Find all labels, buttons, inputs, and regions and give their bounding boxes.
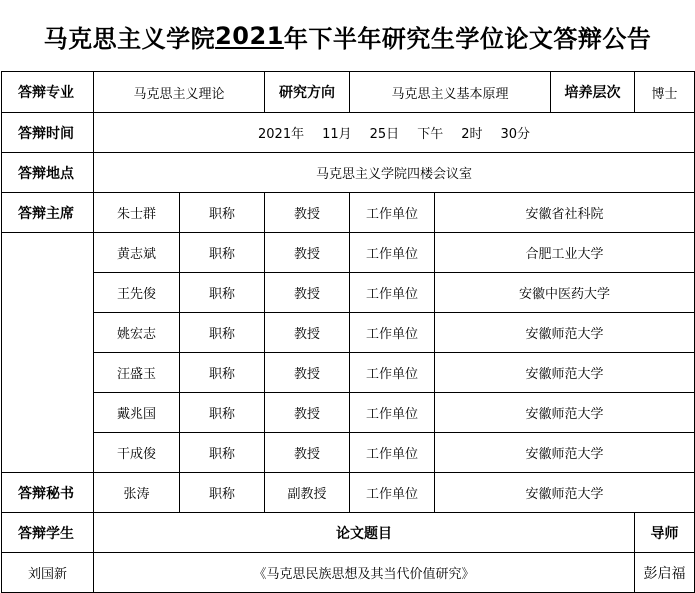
- title-prefix: 马克思主义学院: [43, 24, 216, 53]
- member-name: 戴兆国: [94, 393, 180, 433]
- member-rank: 教授: [265, 233, 350, 273]
- committee-row: [2, 393, 695, 433]
- member-unit: 合肥工业大学: [435, 233, 695, 273]
- member-unit-label: 工作单位: [350, 313, 435, 353]
- member-title-label: 职称: [180, 313, 265, 353]
- member-rank: 教授: [265, 273, 350, 313]
- secretary-rank: 副教授: [265, 473, 350, 513]
- member-unit-label: 工作单位: [350, 193, 435, 233]
- committee-row: [2, 353, 695, 393]
- member-unit: 安徽师范大学: [435, 393, 695, 433]
- committee-row: [2, 193, 695, 233]
- member-unit: 安徽师范大学: [435, 433, 695, 473]
- member-title-label: 职称: [180, 233, 265, 273]
- level-label: 培养层次: [551, 72, 635, 113]
- major-value: 马克思主义理论: [94, 72, 265, 113]
- title-year: 2021: [215, 22, 284, 50]
- time-value: [94, 113, 695, 153]
- member-unit: 安徽师范大学: [435, 353, 695, 393]
- secretary-label: 答辩秘书: [2, 473, 94, 513]
- member-unit: 安徽中医药大学: [435, 273, 695, 313]
- committee-row: [2, 233, 695, 273]
- place-value: 马克思主义学院四楼会议室: [94, 153, 695, 193]
- chair-label: 答辩主席: [2, 193, 94, 233]
- time-label: 答辩时间: [2, 113, 94, 153]
- member-unit-label: 工作单位: [350, 433, 435, 473]
- student-label: 答辩学生: [2, 513, 94, 553]
- member-unit: 安徽师范大学: [435, 313, 695, 353]
- member-name: 王先俊: [94, 273, 180, 313]
- advisor-name: 彭启福: [635, 553, 695, 593]
- committee-blank: [2, 233, 94, 473]
- time-hour: 2时: [461, 127, 483, 142]
- member-unit-label: 工作单位: [350, 233, 435, 273]
- member-unit-label: 工作单位: [350, 393, 435, 433]
- member-name: 黄志斌: [94, 233, 180, 273]
- member-rank: 教授: [265, 193, 350, 233]
- defense-table: [1, 71, 695, 593]
- member-rank: 教授: [265, 313, 350, 353]
- thesis-label: 论文题目: [94, 513, 635, 553]
- committee-row: [2, 433, 695, 473]
- member-title-label: 职称: [180, 353, 265, 393]
- major-row: [2, 72, 695, 113]
- page-title: [0, 0, 695, 72]
- thesis-title: 《马克思民族思想及其当代价值研究》: [94, 553, 635, 593]
- secretary-title-label: 职称: [180, 473, 265, 513]
- member-title-label: 职称: [180, 193, 265, 233]
- place-label: 答辩地点: [2, 153, 94, 193]
- secretary-unit: 安徽师范大学: [435, 473, 695, 513]
- student-name: 刘国新: [2, 553, 94, 593]
- member-name: 朱士群: [94, 193, 180, 233]
- title-suffix: 年下半年研究生学位论文答辩公告: [283, 24, 652, 53]
- member-title-label: 职称: [180, 393, 265, 433]
- committee-row: [2, 313, 695, 353]
- time-month: 11月: [322, 127, 352, 142]
- time-year: 2021年: [258, 127, 305, 142]
- advisor-label: 导师: [635, 513, 695, 553]
- place-row: [2, 153, 695, 193]
- member-rank: 教授: [265, 433, 350, 473]
- member-name: 姚宏志: [94, 313, 180, 353]
- member-unit-label: 工作单位: [350, 353, 435, 393]
- secretary-name: 张涛: [94, 473, 180, 513]
- secretary-unit-label: 工作单位: [350, 473, 435, 513]
- time-row: [2, 113, 695, 153]
- member-title-label: 职称: [180, 433, 265, 473]
- time-period: 下午: [417, 127, 444, 142]
- direction-label: 研究方向: [265, 72, 350, 113]
- direction-value: 马克思主义基本原理: [350, 72, 551, 113]
- member-rank: 教授: [265, 393, 350, 433]
- student-row: [2, 553, 695, 593]
- time-day: 25日: [369, 127, 400, 142]
- member-unit-label: 工作单位: [350, 273, 435, 313]
- committee-row: [2, 273, 695, 313]
- member-name: 汪盛玉: [94, 353, 180, 393]
- member-unit: 安徽省社科院: [435, 193, 695, 233]
- student-header-row: [2, 513, 695, 553]
- secretary-row: [2, 473, 695, 513]
- major-label: 答辩专业: [2, 72, 94, 113]
- member-rank: 教授: [265, 353, 350, 393]
- time-minute: 30分: [500, 127, 531, 142]
- member-name: 干成俊: [94, 433, 180, 473]
- level-value: 博士: [635, 72, 695, 113]
- member-title-label: 职称: [180, 273, 265, 313]
